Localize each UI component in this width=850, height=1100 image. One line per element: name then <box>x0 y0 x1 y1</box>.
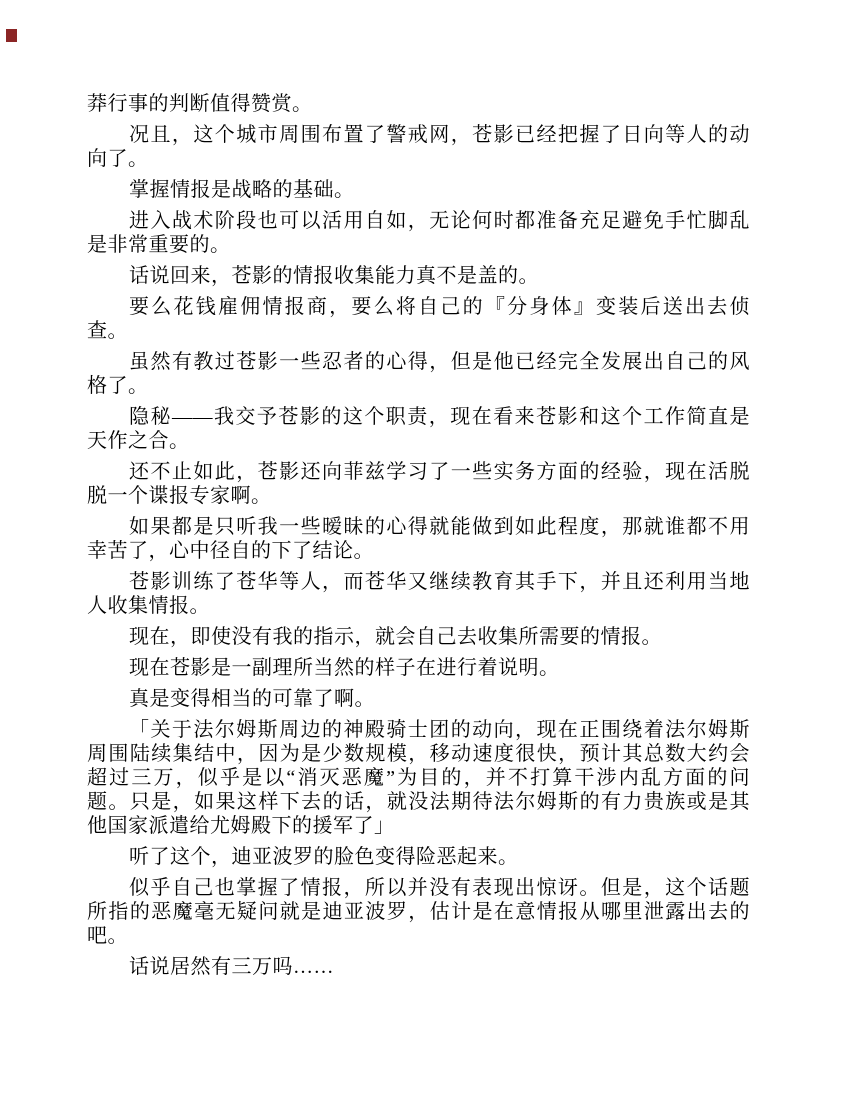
text-line: 话说居然有三万吗…… <box>129 956 334 978</box>
text-line: 如果都是只听我一些暧昧的心得就能做到如此程度，那就谁都不用 <box>129 516 750 538</box>
text-line: 是非常重要的。 <box>87 234 231 256</box>
text-line: 格了。 <box>87 375 149 397</box>
text-line: 似乎自己也掌握了情报，所以并没有表现出惊讶。但是，这个话题 <box>129 877 750 899</box>
text-line: 隐秘——我交予苍影的这个职责，现在看来苍影和这个工作简直是 <box>129 406 750 428</box>
text-line: 还不止如此，苍影还向菲兹学习了一些实务方面的经验，现在活脱 <box>129 461 750 483</box>
text-line: 他国家派遣给尤姆殿下的援军了」 <box>87 815 395 837</box>
text-line: 进入战术阶段也可以活用自如，无论何时都准备充足避免手忙脚乱 <box>129 210 750 232</box>
text-line: 现在苍影是一副理所当然的样子在进行着说明。 <box>129 657 560 679</box>
page-corner-marker <box>6 29 17 42</box>
text-line: 苍影训练了苍华等人，而苍华又继续教育其手下，并且还利用当地 <box>129 571 750 593</box>
paragraph <box>87 515 750 563</box>
body-text <box>87 92 750 979</box>
paragraph <box>87 876 750 948</box>
paragraph <box>87 718 750 838</box>
text-line: 所指的恶魔毫无疑问就是迪亚波罗，估计是在意情报从哪里泄露出去的 <box>87 901 750 923</box>
text-line: 虽然有教过苍影一些忍者的心得，但是他已经完全发展出自己的风 <box>129 351 750 373</box>
paragraph <box>87 350 750 398</box>
text-line: 莽行事的判断值得赞赏。 <box>87 93 313 115</box>
text-line: 现在，即使没有我的指示，就会自己去收集所需要的情报。 <box>129 626 662 648</box>
text-line: 听了这个，迪亚波罗的脸色变得险恶起来。 <box>129 846 519 868</box>
text-line: 查。 <box>87 320 128 342</box>
text-line: 题。只是，如果这样下去的话，就没法期待法尔姆斯的有力贵族或是其 <box>87 791 750 813</box>
paragraph <box>87 570 750 618</box>
text-line: 脱一个谍报专家啊。 <box>87 485 272 507</box>
paragraph <box>87 209 750 257</box>
paragraph <box>87 460 750 508</box>
paragraph <box>87 845 750 869</box>
paragraph <box>87 656 750 680</box>
text-line: 天作之合。 <box>87 430 190 452</box>
paragraph <box>87 92 750 116</box>
text-line: 真是变得相当的可靠了啊。 <box>129 688 375 710</box>
paragraph <box>87 405 750 453</box>
text-line: 吧。 <box>87 925 128 947</box>
text-line: 况且，这个城市周围布置了警戒网，苍影已经把握了日向等人的动 <box>129 124 750 146</box>
text-line: 「关于法尔姆斯周边的神殿骑士团的动向，现在正围绕着法尔姆斯 <box>129 719 750 741</box>
paragraph <box>87 123 750 171</box>
text-line: 人收集情报。 <box>87 595 210 617</box>
paragraph <box>87 295 750 343</box>
text-line: 话说回来，苍影的情报收集能力真不是盖的。 <box>129 265 539 287</box>
paragraph <box>87 625 750 649</box>
paragraph <box>87 178 750 202</box>
paragraph <box>87 687 750 711</box>
text-line: 周围陆续集结中，因为是少数规模，移动速度很快，预计其总数大约会 <box>87 743 750 765</box>
paragraph <box>87 955 750 979</box>
text-line: 向了。 <box>87 148 149 170</box>
text-line: 掌握情报是战略的基础。 <box>129 179 355 201</box>
text-line: 幸苦了，心中径自的下了结论。 <box>87 540 374 562</box>
text-line: 要么花钱雇佣情报商，要么将自己的『分身体』变装后送出去侦 <box>129 296 750 318</box>
paragraph <box>87 264 750 288</box>
text-line: 超过三万，似乎是以“消灭恶魔”为目的，并不打算干涉内乱方面的问 <box>87 767 750 789</box>
